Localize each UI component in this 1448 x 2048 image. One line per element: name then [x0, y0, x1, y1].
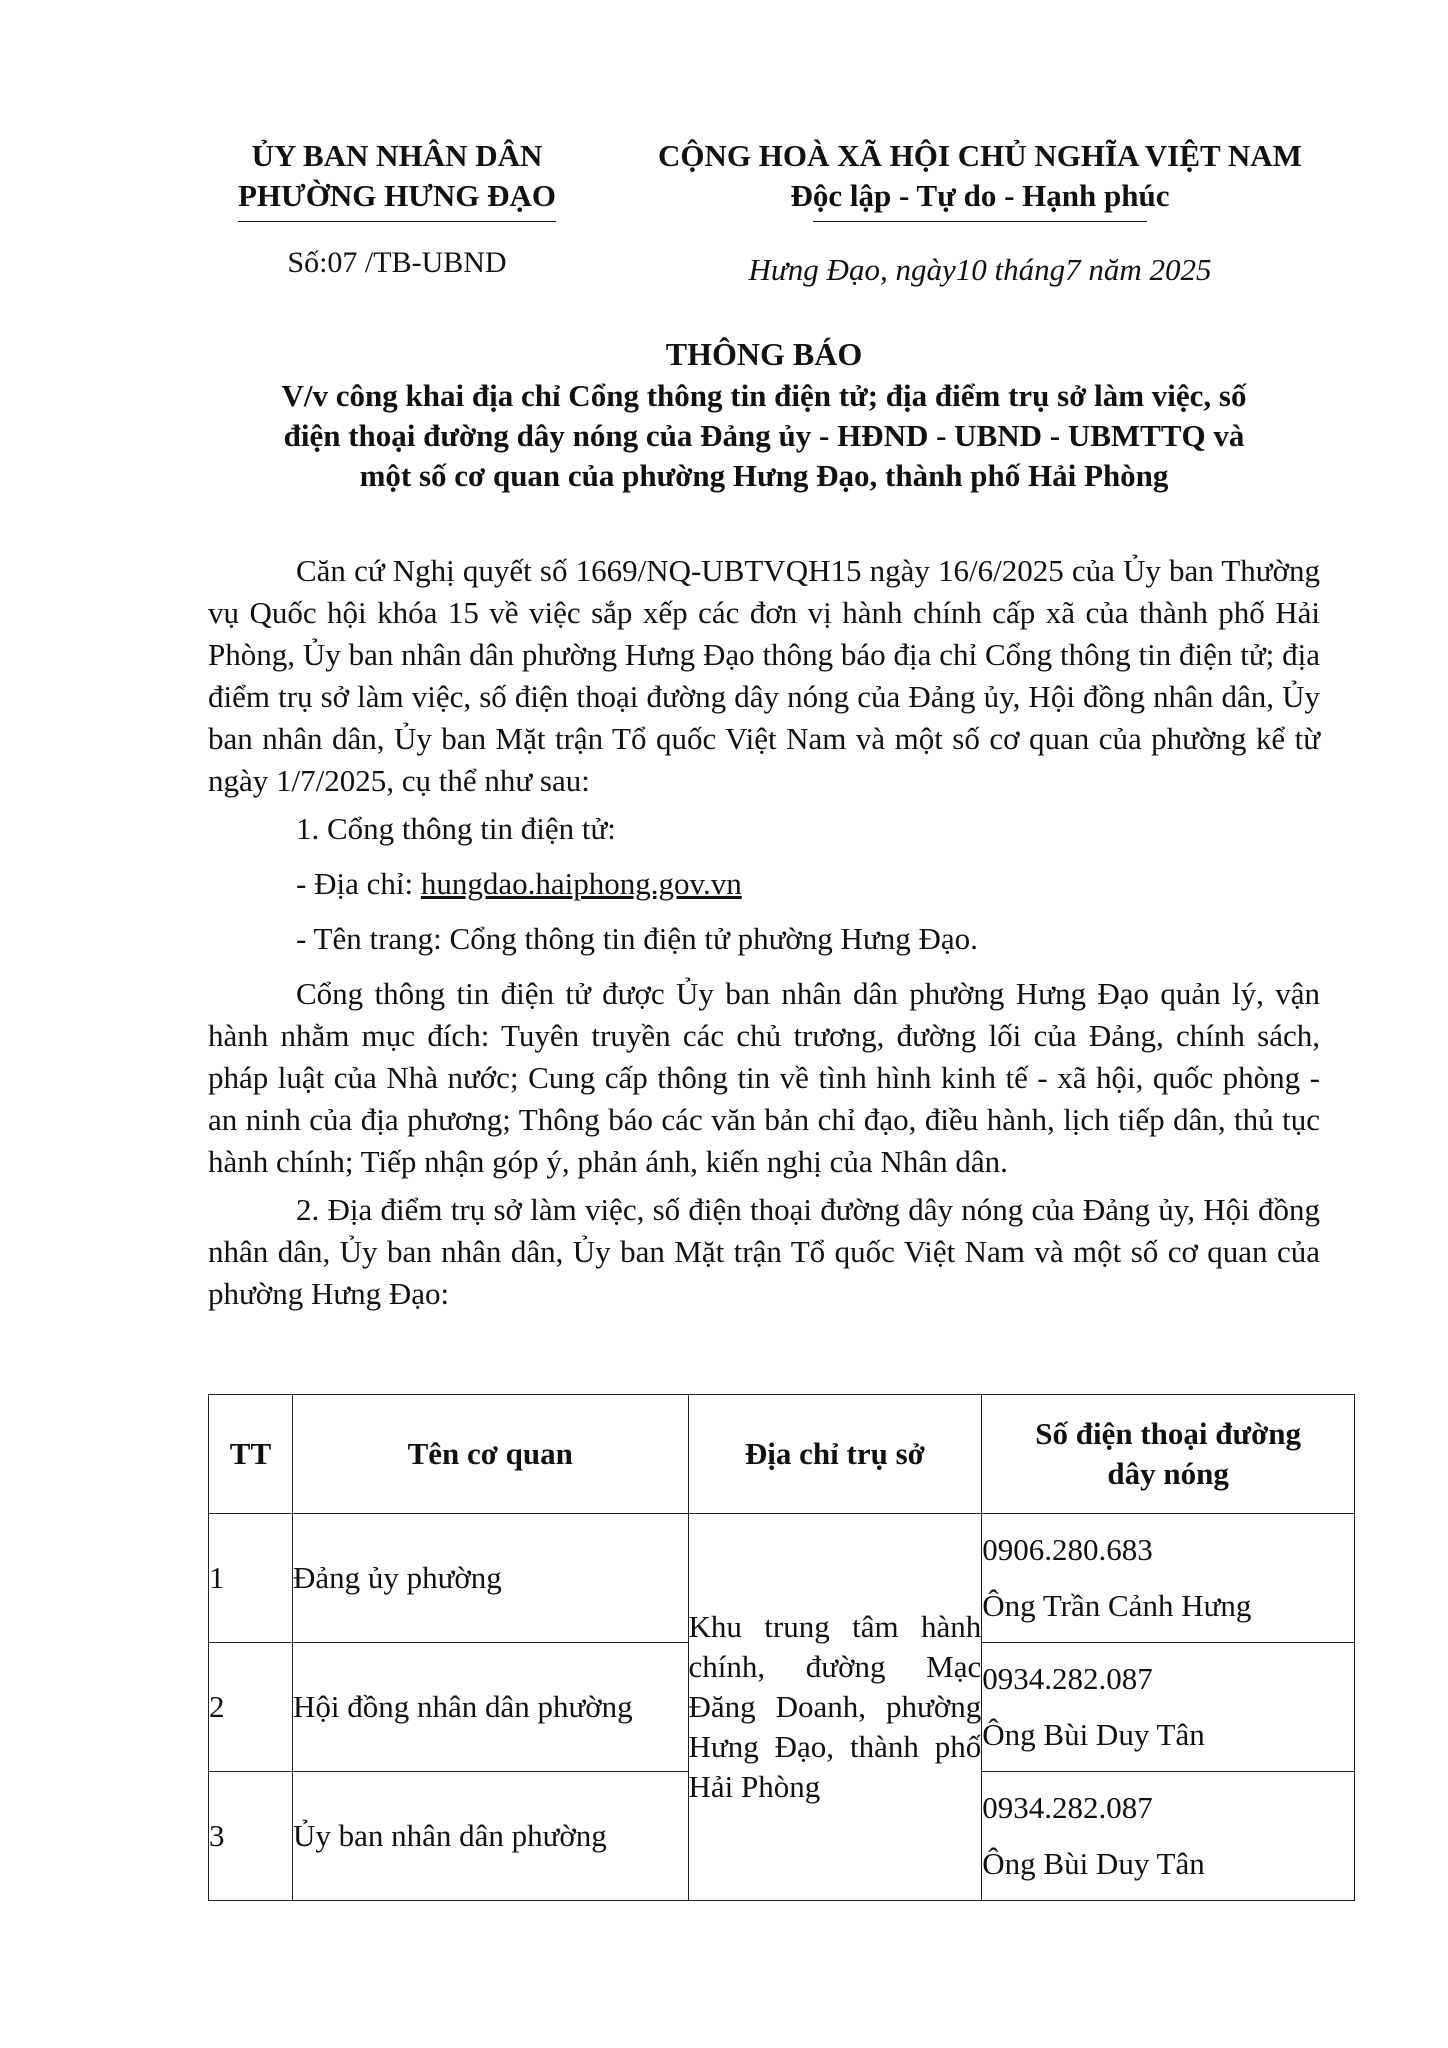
row-phone: 0906.280.683: [982, 1532, 1153, 1567]
legal-basis-paragraph: Căn cứ Nghị quyết số 1669/NQ-UBTVQH15 ngày 16/6/2025 của Ủy ban Thường vụ Quốc hội khóa 15 về việc sắp xếp các đơn vị hành chính cấp xã của thành phố Hải Phòng, Ủy ban nhân dân phường Hưng Đạo thông báo địa chỉ Cổng thông tin điện tử; địa điểm trụ sở làm việc, số điện thoại đường dây nóng của Đảng ủy, Hội đồng nhân dân, Ủy ban nhân dân, Ủy ban Mặt trận Tổ quốc Việt Nam và một số cơ quan của phường kể từ ngày 1/7/2025, cụ thể như sau:: [208, 553, 1320, 798]
row-phone: 0934.282.087: [982, 1790, 1153, 1825]
subject-line-2: điện thoại đường dây nóng của Đảng ủy - HĐND - UBND - UBMTTQ và: [283, 418, 1245, 453]
portal-site-name: - Tên trang: Cổng thông tin điện tử phường Hưng Đạo.: [296, 921, 978, 956]
header-name: Tên cơ quan: [292, 1395, 688, 1514]
row-name: Ủy ban nhân dân phường: [292, 1772, 688, 1901]
document-number: Số:07 /TB-UBND: [287, 246, 507, 279]
row-phone-cell: [982, 1514, 1355, 1643]
motto-wrap: [791, 176, 1170, 222]
table-row: [209, 1514, 1355, 1643]
national-motto: [640, 136, 1320, 222]
portal-address-link[interactable]: hungdao.haiphong.gov.vn: [420, 866, 742, 901]
portal-address: [208, 863, 1320, 905]
row-phone-cell: [982, 1772, 1355, 1901]
shared-address: Khu trung tâm hành chính, đường Mạc Đăng Doanh, phường Hưng Đạo, thành phố Hải Phòng: [688, 1514, 982, 1901]
portal-purpose-paragraph: Cổng thông tin điện tử được Ủy ban nhân dân phường Hưng Đạo quản lý, vận hành nhằm mục đích: Tuyên truyền các chủ trương, đường lối của Đảng, chính sách, pháp luật của Nhà nước; Cung cấp thông tin về tình hình kinh tế - xã hội, quốc phòng - an ninh của địa phương; Thông báo các văn bản chỉ đạo, điều hành, lịch tiếp dân, thủ tục hành chính; Tiếp nhận góp ý, phản ánh, kiến nghị của Nhân dân.: [208, 976, 1320, 1179]
motto-underline: [813, 221, 1146, 222]
row-name: Hội đồng nhân dân phường: [292, 1643, 688, 1772]
notice-title: [208, 334, 1320, 496]
header-phone: [982, 1395, 1355, 1514]
header-tt: TT: [209, 1395, 293, 1514]
motto: Độc lập - Tự do - Hạnh phúc: [790, 178, 1170, 213]
header-address: Địa chỉ trụ sở: [688, 1395, 982, 1514]
authority-underline: [238, 221, 556, 222]
subject-line-1: V/v công khai địa chỉ Cổng thông tin điện tử; địa điểm trụ sở làm việc, số: [281, 378, 1247, 413]
row-tt: 3: [209, 1772, 293, 1901]
portal-address-label: - Địa chỉ:: [296, 866, 421, 901]
issuing-authority: [208, 136, 586, 222]
notice-body: [208, 550, 1320, 1321]
authority-line-2-wrap: [238, 176, 556, 222]
table-header-row: [209, 1395, 1355, 1514]
row-tt: 2: [209, 1643, 293, 1772]
country-name: CỘNG HOÀ XÃ HỘI CHỦ NGHĨA VIỆT NAM: [658, 138, 1302, 173]
row-phone: 0934.282.087: [982, 1661, 1153, 1696]
title-main: THÔNG BÁO: [665, 336, 863, 372]
section-1-heading: 1. Cổng thông tin điện tử:: [296, 811, 616, 846]
row-contact: Ông Bùi Duy Tân: [982, 1717, 1205, 1752]
header-phone-line-1: Số điện thoại đường: [1035, 1416, 1302, 1451]
row-name: Đảng ủy phường: [292, 1514, 688, 1643]
row-contact: Ông Bùi Duy Tân: [982, 1846, 1205, 1881]
header-phone-line-2: dây nóng: [1107, 1456, 1229, 1491]
authority-line-1: ỦY BAN NHÂN DÂN: [251, 138, 543, 173]
contacts-table: [208, 1394, 1355, 1901]
section-2-paragraph: 2. Địa điểm trụ sở làm việc, số điện thoại đường dây nóng của Đảng ủy, Hội đồng nhân dân, Ủy ban nhân dân, Ủy ban Mặt trận Tổ quốc Việt Nam và một số cơ quan của phường Hưng Đạo:: [208, 1192, 1320, 1311]
authority-line-2: PHƯỜNG HƯNG ĐẠO: [237, 178, 556, 213]
document-date: Hưng Đạo, ngày10 tháng7 năm 2025: [748, 252, 1212, 287]
row-tt: 1: [209, 1514, 293, 1643]
row-contact: Ông Trần Cảnh Hưng: [982, 1588, 1252, 1623]
subject-line-3: một số cơ quan của phường Hưng Đạo, thành phố Hải Phòng: [359, 458, 1169, 493]
row-phone-cell: [982, 1643, 1355, 1772]
